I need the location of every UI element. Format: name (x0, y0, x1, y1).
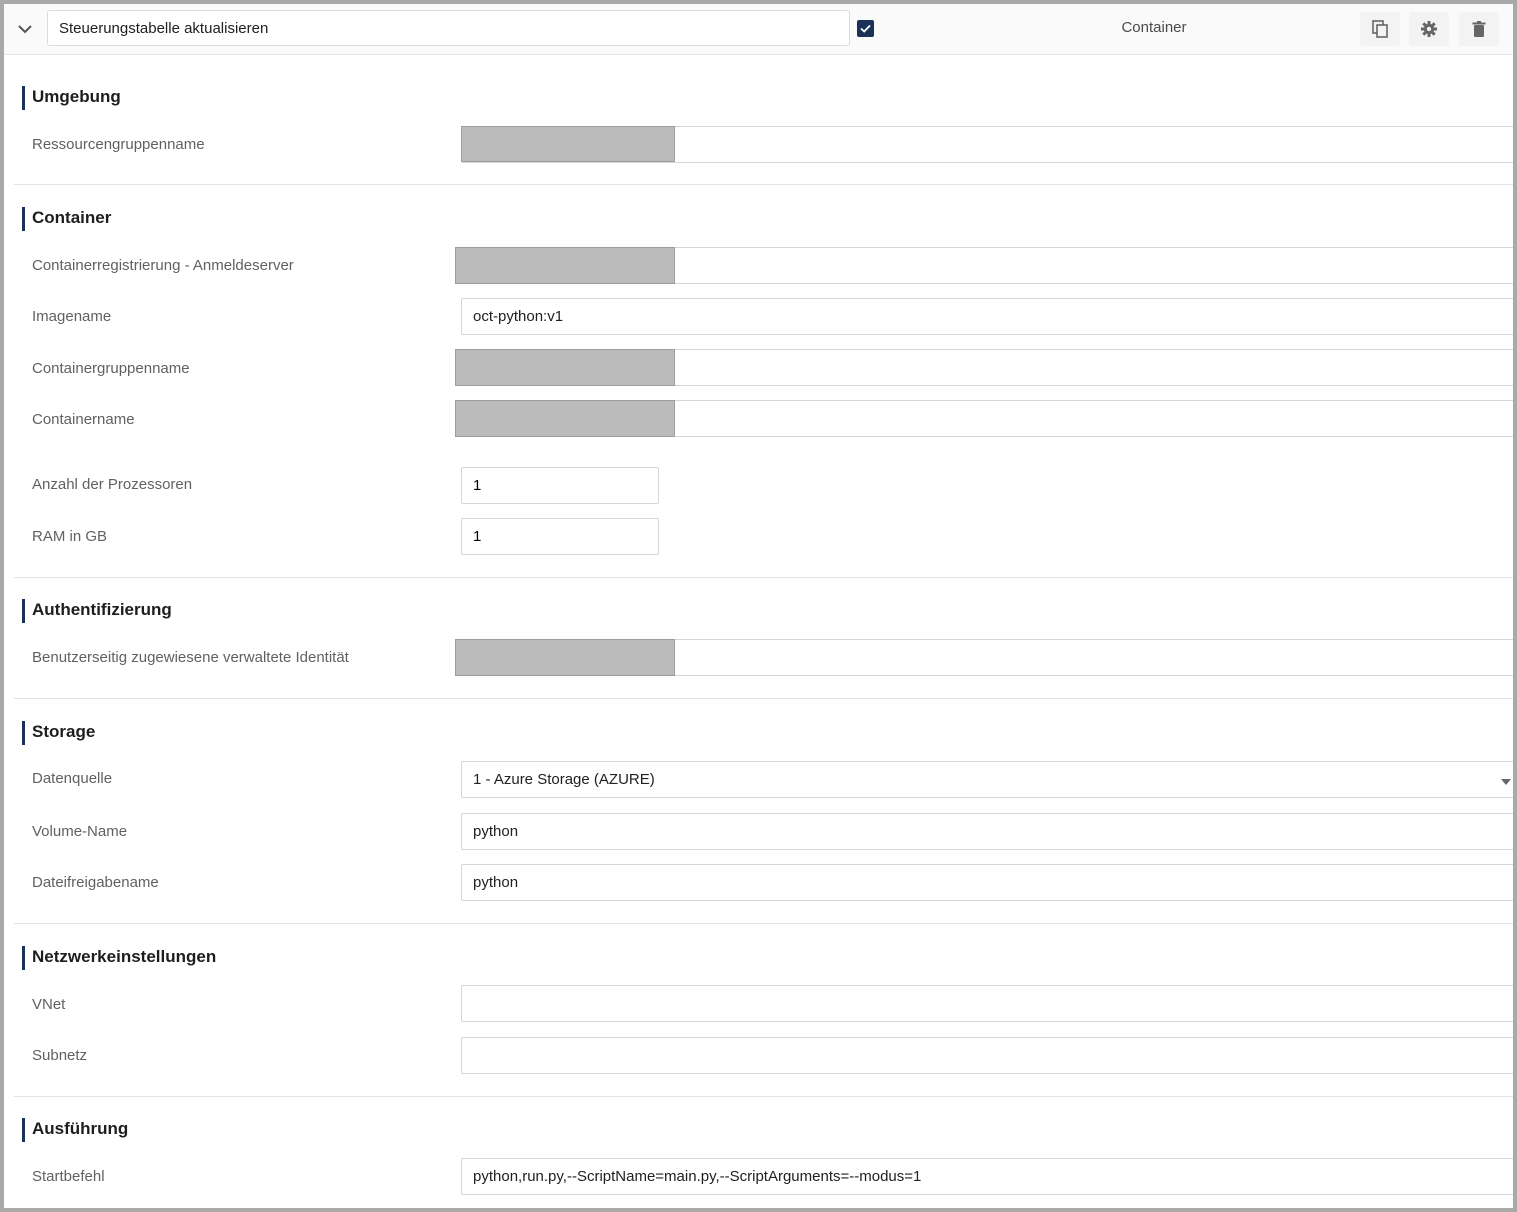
start-command-label: Startbefehl (32, 1168, 105, 1185)
cpu-count-input[interactable] (461, 467, 659, 504)
resource-group-label: Ressourcengruppenname (32, 136, 205, 153)
divider (14, 698, 1513, 699)
divider (14, 1096, 1513, 1097)
task-type-label: Container (1121, 19, 1187, 36)
vnet-label: VNet (32, 996, 66, 1013)
redacted-block (455, 349, 675, 386)
share-name-input[interactable] (461, 864, 1513, 901)
section-title-umgebung: Umgebung (22, 86, 121, 110)
divider (14, 577, 1513, 578)
divider (14, 923, 1513, 924)
section-title-network: Netzwerkeinstellungen (22, 946, 216, 970)
volume-name-label: Volume-Name (32, 823, 128, 840)
start-command-input[interactable] (461, 1158, 1513, 1195)
section-title-container: Container (22, 207, 111, 231)
identity-label: Benutzerseitig zugewiesene verwaltete Identität (32, 649, 349, 666)
volume-name-input[interactable] (461, 813, 1513, 850)
cpu-count-label: Anzahl der Prozessoren (32, 476, 193, 493)
share-name-label: Dateifreigabename (32, 874, 159, 891)
section-title-storage: Storage (22, 721, 95, 745)
subnet-label: Subnetz (32, 1047, 88, 1064)
task-title-input[interactable] (47, 10, 850, 46)
check-icon (859, 22, 872, 35)
gear-icon (1419, 19, 1439, 39)
datasource-label: Datenquelle (32, 770, 113, 787)
task-header (4, 4, 1513, 55)
trash-icon (1469, 19, 1489, 39)
vnet-input[interactable] (461, 985, 1513, 1022)
subnet-input[interactable] (461, 1037, 1513, 1074)
divider (14, 184, 1513, 185)
chevron-down-icon[interactable] (14, 18, 36, 40)
section-title-execution: Ausführung (22, 1118, 128, 1142)
copy-button[interactable] (1360, 12, 1400, 46)
settings-button[interactable] (1409, 12, 1449, 46)
redacted-block (461, 126, 675, 162)
redacted-block (455, 639, 675, 676)
image-name-label: Imagename (32, 308, 112, 325)
redacted-block (455, 247, 675, 284)
copy-icon (1370, 19, 1390, 39)
enabled-checkbox[interactable] (857, 20, 874, 37)
section-title-auth: Authentifizierung (22, 599, 172, 623)
image-name-input[interactable] (461, 298, 1513, 335)
datasource-select[interactable]: 1 - Azure Storage (AZURE) (461, 761, 1513, 798)
ram-input[interactable] (461, 518, 659, 555)
redacted-block (455, 400, 675, 437)
task-editor-panel (4, 4, 1513, 1208)
delete-button[interactable] (1459, 12, 1499, 46)
container-name-label: Containername (32, 411, 135, 428)
container-group-label: Containergruppenname (32, 360, 190, 377)
ram-label: RAM in GB (32, 528, 108, 545)
dropdown-arrow-icon[interactable] (1501, 779, 1511, 785)
registry-label: Containerregistrierung - Anmeldeserver (32, 257, 294, 274)
